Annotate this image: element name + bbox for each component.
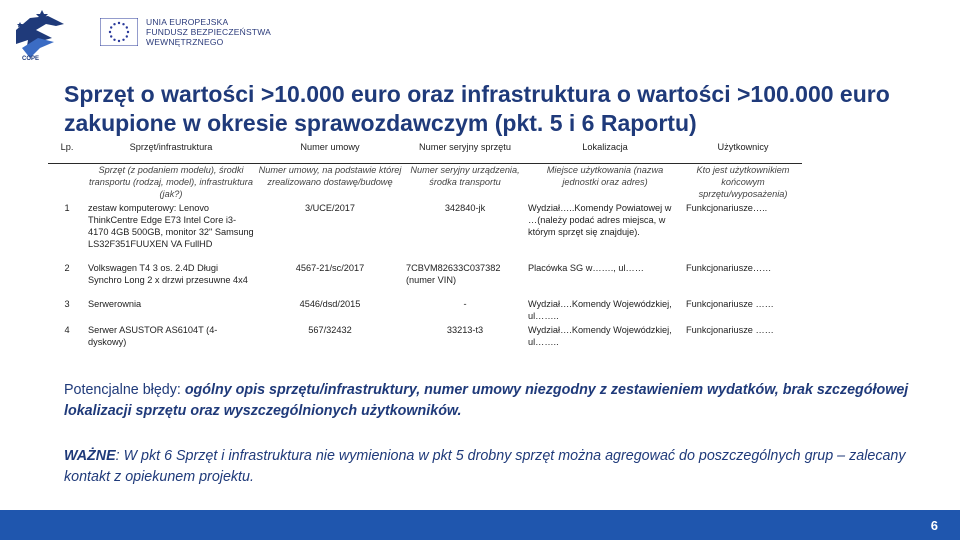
table-cell: Funkcjonariusze……: [686, 263, 772, 273]
table-row: [48, 202, 802, 262]
col-header-equipment: Sprzęt/infrastruktura: [86, 141, 256, 164]
table-cell: 4567-21/sc/2017: [295, 263, 365, 273]
table-cell: Volkswagen T4 3 os. 2.4D Długi Synchro Long 2 x drzwi przesuwne 4x4: [88, 263, 248, 285]
table-header-row: [48, 141, 802, 164]
table-row: [48, 324, 802, 348]
important-note: [64, 446, 924, 488]
potential-errors-text: [64, 380, 924, 422]
eu-label: [146, 17, 271, 47]
table-cell: 7CBVM82633C037382 (numer VIN): [406, 263, 501, 285]
table-cell: -: [463, 299, 467, 309]
table-cell: Wydział….Komendy Wojewódzkiej, ul……..: [528, 325, 672, 347]
eu-flag-icon: [100, 18, 138, 46]
note-label: WAŻNE: [64, 448, 116, 464]
table-cell: Funkcjonariusze…..: [686, 203, 768, 213]
table-hint-row: [48, 164, 802, 203]
table-row: [48, 262, 802, 298]
page-title: Sprzęt o wartości >10.000 euro oraz infrastruktura o wartości >100.000 euro zakupione w okresie sprawozdawczym (pkt. 5 i 6 Raportu): [64, 81, 890, 136]
eu-label-line: UNIA EUROPEJSKA: [146, 17, 229, 27]
table-cell: zestaw komputerowy: Lenovo ThinkCentre Edge E73 Intel Core i3-4170 4GB 500GB, monitor 32" Samsung LS32F351FUUXEN VA FullHD: [88, 203, 254, 249]
table-cell: Sprzęt (z podaniem modelu), środki transportu (rodzaj, model), infrastruktura (jak?): [89, 165, 253, 199]
col-header-location: Lokalizacja: [526, 141, 684, 164]
table-row: [48, 298, 802, 324]
errors-prefix: Potencjalne błędy:: [64, 382, 185, 398]
table-cell: Wydział….Komendy Wojewódzkiej, ul……..: [528, 299, 672, 321]
table-cell: Numer seryjny urządzenia, środka transportu: [410, 165, 520, 187]
table-cell: 3/UCE/2017: [304, 203, 356, 213]
table-cell: Kto jest użytkownikiem końcowym sprzętu/wyposażenia): [696, 165, 790, 199]
col-header-users: Użytkownicy: [684, 141, 802, 164]
header: [0, 0, 960, 76]
table-cell: 1: [64, 203, 70, 213]
equipment-table: [48, 141, 802, 348]
table-cell: 4546/dsd/2015: [299, 299, 361, 309]
eu-label-line: FUNDUSZ BEZPIECZEŃSTWA: [146, 27, 271, 37]
table-cell: Placówka SG w……., ul……: [528, 263, 644, 273]
table-cell: 2: [64, 263, 70, 273]
table-cell: Numer umowy, na podstawie której zrealizowano dostawę/budowę: [258, 165, 402, 187]
table-cell: Miejsce użytkowania (nazwa jednostki oraz adres): [546, 165, 664, 187]
table-cell: Funkcjonariusze ……: [686, 299, 774, 309]
table-cell: Serwerownia: [88, 299, 142, 309]
page-number: 6: [930, 518, 938, 533]
eu-label-line: WEWNĘTRZNEGO: [146, 37, 224, 47]
errors-list: ogólny opis sprzętu/infrastruktury, numer umowy niezgodny z zestawieniem wydatków, brak szczegółowej lokalizacji sprzętu oraz wyszczególnionych użytkowników.: [64, 382, 909, 419]
table-cell: [48, 164, 86, 203]
table-cell: Funkcjonariusze ……: [686, 325, 774, 335]
col-header-lp: Lp.: [48, 141, 86, 164]
footer-bar: [0, 510, 960, 540]
table-cell: 4: [64, 325, 70, 335]
table-cell: Serwer ASUSTOR AS6104T (4-dyskowy): [88, 325, 218, 347]
note-text: : W pkt 6 Sprzęt i infrastruktura nie wymieniona w pkt 5 drobny sprzęt można agregować do poszczególnych grup – zalecany kontakt z opiekunem projektu.: [64, 448, 906, 485]
table-cell: 3: [64, 299, 70, 309]
table-cell: 342840-jk: [444, 203, 486, 213]
table-cell: 33213-t3: [446, 325, 484, 335]
col-header-serial: Numer seryjny sprzętu: [404, 141, 526, 164]
table-cell: 567/32432: [308, 325, 352, 335]
cope-logo-text: COPE: [22, 56, 40, 62]
col-header-contract: Numer umowy: [256, 141, 404, 164]
table-cell: Wydział…..Komendy Powiatowej w …(należy podać adres miejsca, w którym sprzęt się znajduje).: [528, 203, 672, 237]
